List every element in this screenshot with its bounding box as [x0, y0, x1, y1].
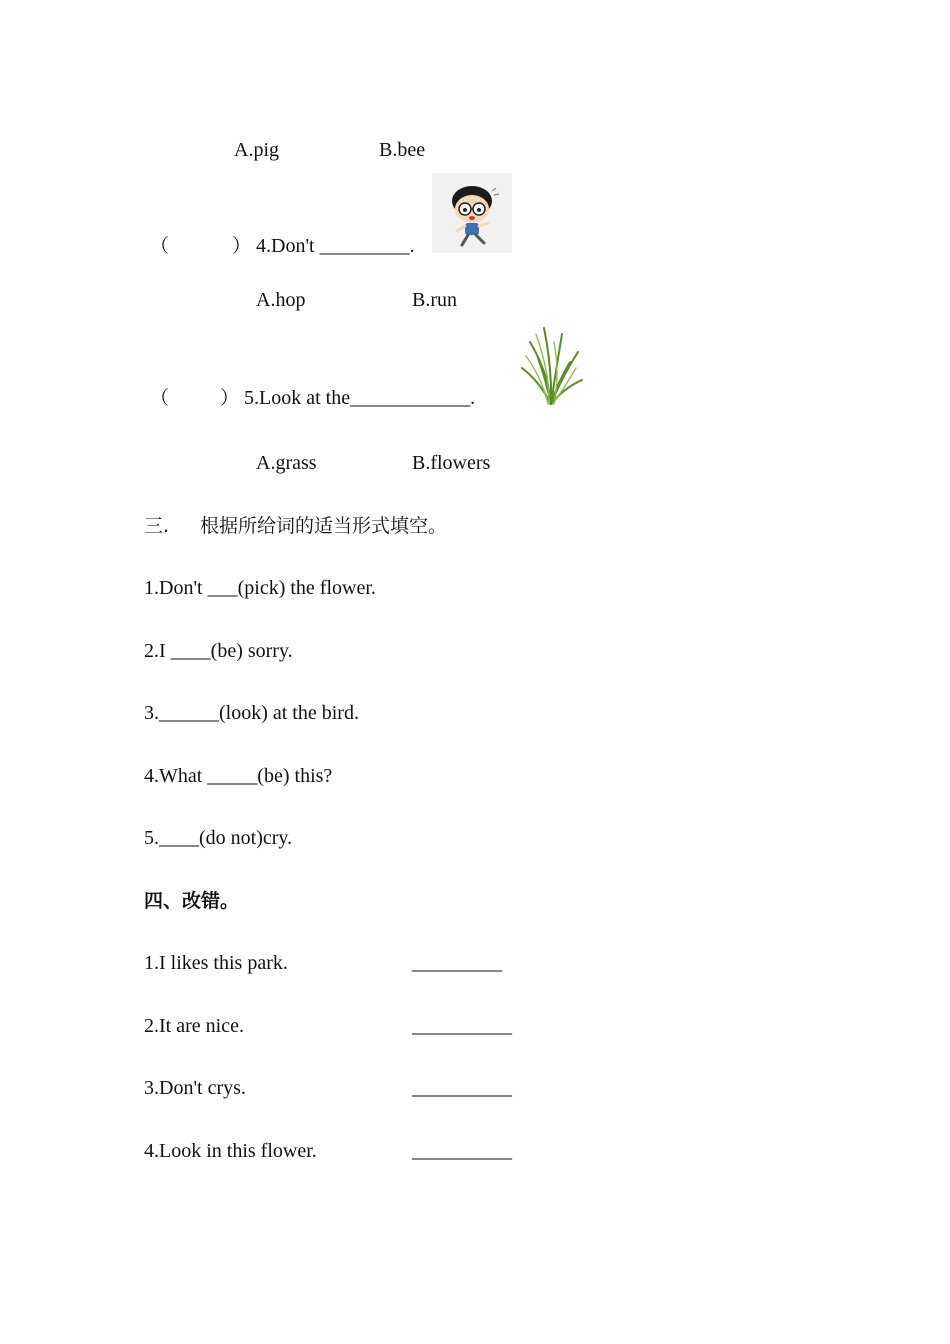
part4-item-1-sentence: 1.I likes this park. [144, 952, 288, 974]
q3-option-b: B.bee [379, 139, 426, 161]
part4-item-4-sentence: 4.Look in this flower. [144, 1140, 317, 1162]
part3-item-1: 1.Don't ___(pick) the flower. [144, 577, 376, 599]
q3-option-a: A.pig [234, 139, 279, 161]
running-boy-icon [432, 173, 512, 253]
q5-option-b: B.flowers [412, 452, 491, 474]
part3-item-5: 5.____(do not)cry. [144, 827, 293, 849]
q4-bracket-open: （ [150, 235, 170, 257]
part4-item-3-sentence: 3.Don't crys. [144, 1077, 246, 1099]
part4-item-2-sentence: 2.It are nice. [144, 1015, 244, 1037]
q5-option-a: A.grass [256, 452, 317, 474]
part4-item-3-blank: __________ [412, 1077, 512, 1099]
part3-item-2: 2.I ____(be) sorry. [144, 640, 293, 662]
part4-item-1-blank: _________ [412, 952, 502, 974]
part4-heading: 四、改错。 [144, 890, 240, 912]
part3-item-4: 4.What _____(be) this? [144, 765, 333, 787]
part4-item-4-blank: __________ [412, 1140, 512, 1162]
part3-heading-text: 根据所给词的适当形式填空。 [200, 515, 448, 537]
q5-bracket-close: ） [220, 387, 240, 409]
grass-icon [518, 322, 584, 406]
part4-item-2-blank: __________ [412, 1015, 512, 1037]
q4-stem: 4.Don't _________. [256, 235, 415, 257]
q4-option-b: B.run [412, 289, 457, 311]
q4-bracket-close: ） [232, 235, 252, 257]
part3-item-3: 3.______(look) at the bird. [144, 702, 359, 724]
q5-stem: 5.Look at the____________. [244, 387, 476, 409]
q4-option-a: A.hop [256, 289, 306, 311]
part3-heading-number: 三. [144, 515, 170, 537]
q5-bracket-open: （ [150, 387, 170, 409]
